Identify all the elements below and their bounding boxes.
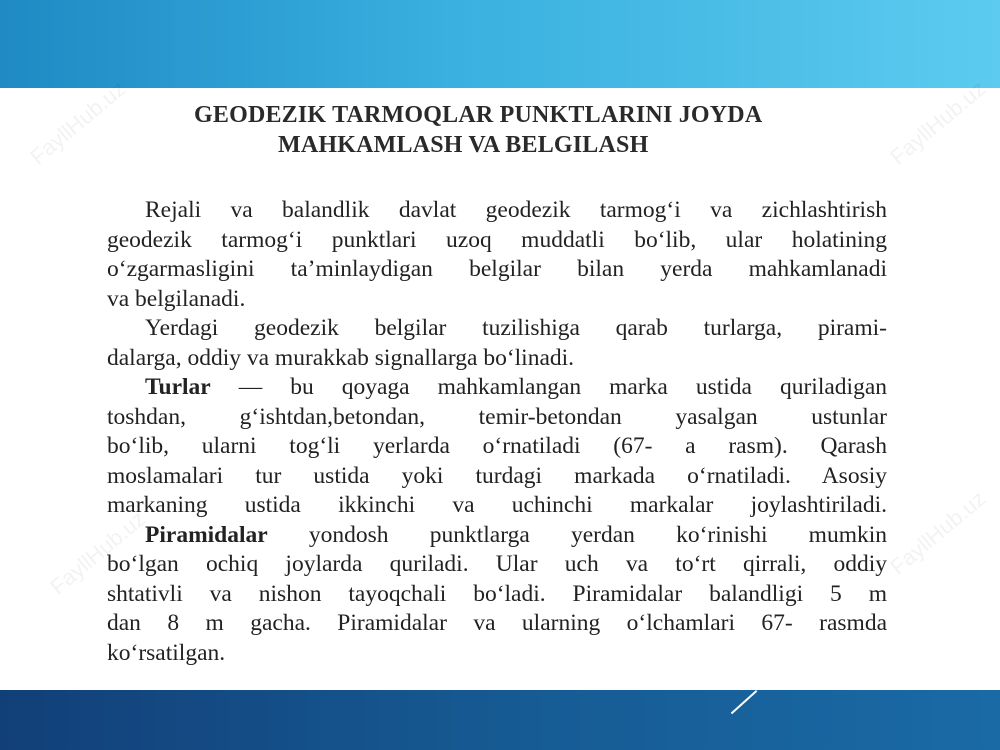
text-line [107, 521, 887, 551]
title-line-2: MAHKAMLASH VA BELGILASH [278, 132, 649, 158]
term-turlar: Turlar [145, 374, 211, 400]
text-run: — bu qoyaga mahkamlangan marka ustida quriladigan [210, 374, 887, 400]
watermark: FayllHub.uz [885, 485, 991, 580]
text-line: dalarga, oddiy va murakkab signallarga bo‘linadi. [107, 344, 575, 371]
text-line: geodezik tarmog‘i punktlari uzoq muddatli bo‘lib, ular holatining [107, 226, 887, 253]
watermark: FayllHub.uz [885, 75, 991, 170]
text-line: shtativli va nishon tayoqchali bo‘ladi. Piramidalar balandligi 5 m [107, 580, 887, 607]
text-line: Rejali va balandlik davlat geodezik tarmog‘i va zichlashtirish [145, 197, 887, 223]
text-line: Yerdagi geodezik belgilar tuzilishiga qarab turlarga, pirami- [145, 315, 887, 341]
header-band [0, 0, 1000, 88]
text-line: va belgilanadi. [107, 285, 246, 312]
watermark: FayllHub.uz [45, 505, 151, 600]
text-line: bo‘lgan ochiq joylarda quriladi. Ular uch va to‘rt qirrali, oddiy [107, 551, 887, 577]
text-line: bo‘lib, ularni tog‘li yerlarda o‘rnatiladi (67- a rasm). Qarash [107, 433, 887, 459]
watermark: FayllHub.uz [25, 75, 131, 170]
term-piramidalar: Piramidalar [145, 521, 268, 548]
text-line: toshdan, g‘ishtdan,betondan, temir-betondan yasalgan ustunlar [107, 403, 887, 430]
text-line: ko‘rsatilgan. [107, 639, 226, 666]
title-line-1: GEODEZIK TARMOQLAR PUNKTLARINI JOYDA [194, 102, 763, 128]
text-line: o‘zgarmasligini ta’minlaydigan belgilar bilan yerda mahkamlanadi [107, 256, 887, 282]
text-line: dan 8 m gacha. Piramidalar va ularning o‘lchamlari 67- rasmda [107, 610, 887, 636]
document-body [107, 196, 887, 668]
text-line: markaning ustida ikkinchi va uchinchi markalar joylashtiriladi. [107, 492, 887, 518]
footer-band [0, 690, 1000, 750]
text-line [107, 373, 887, 403]
text-run: yondosh punktlarga yerdan ko‘rinishi mumkin [267, 521, 887, 548]
text-line: moslamalari tur ustida yoki turdagi markada o‘rnatiladi. Asosiy [107, 462, 887, 489]
page-title [150, 100, 910, 160]
